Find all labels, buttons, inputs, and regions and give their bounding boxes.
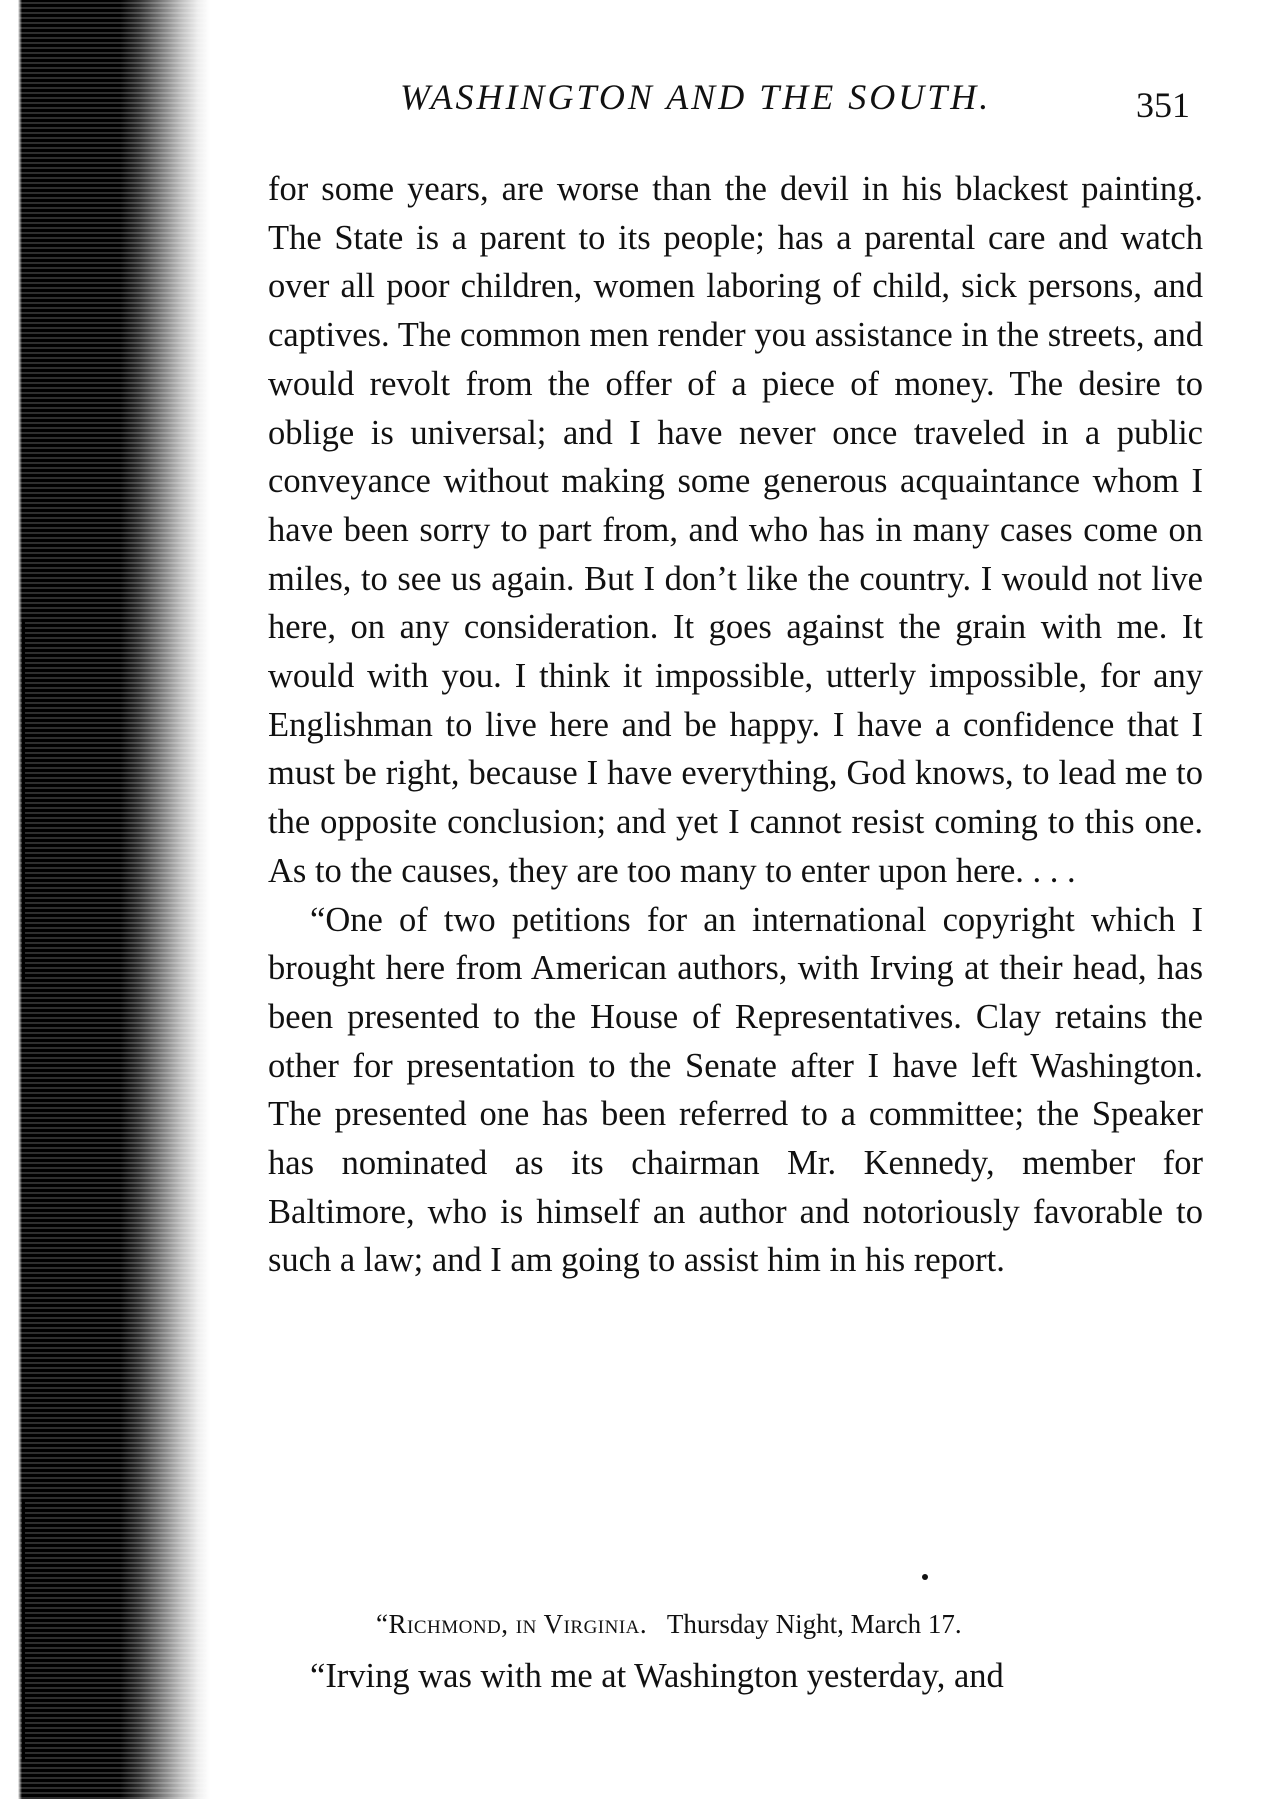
page-header — [400, 76, 1190, 136]
dateline-time: Thursday Night, March 17. — [666, 1609, 962, 1639]
paragraph: “Irving was with me at Washington yesterday, and — [310, 1657, 1004, 1695]
paragraph: “One of two petitions for an international copyright which I brought here from American authors, with Irving at their head, has been presented to the House of Representatives. Clay retains the other for presentation to the Senate after I have left Washington. The presented one has been referred to a committee; the Speaker has nominated as its chairman Mr. Kennedy, member for Baltimore, who is himself an author and notoriously favorable to such a law; and I am going to assist him in his report. — [268, 900, 1203, 1280]
gutter-rule — [22, 1500, 25, 1760]
running-head: WASHINGTON AND THE SOUTH. — [400, 77, 992, 117]
body-text — [268, 165, 1203, 1285]
stray-mark — [922, 1574, 928, 1580]
book-gutter-shadow — [0, 0, 210, 1799]
body-text-continued — [268, 1652, 1203, 1701]
letter-dateline — [376, 1600, 1176, 1648]
paragraph: for some years, are worse than the devil in his blackest painting. The State is a parent to its people; has a parental care and watch over all poor children, women laboring of child, sick persons, and captives. The common men render you assistance in the streets, and would revolt from the offer of a piece of money. The desire to oblige is universal; and I have never once traveled in a public conveyance without making some generous acquaintance whom I have been sorry to part from, and who has in many cases come on miles, to see us again. But I don’t like the country. I would not live here, on any consideration. It goes against the grain with me. It would with you. I think it impossible, utterly impossible, for any Englishman to live here and be happy. I have a confidence that I must be right, because I have everything, God knows, to lead me to the opposite conclusion; and yet I cannot resist coming to this one. As to the causes, they are too many to enter upon here. . . . — [268, 170, 1203, 890]
dateline-place: “Richmond, in Virginia. — [376, 1609, 648, 1639]
gutter-rule — [22, 620, 25, 980]
page-number: 351 — [1136, 85, 1190, 125]
